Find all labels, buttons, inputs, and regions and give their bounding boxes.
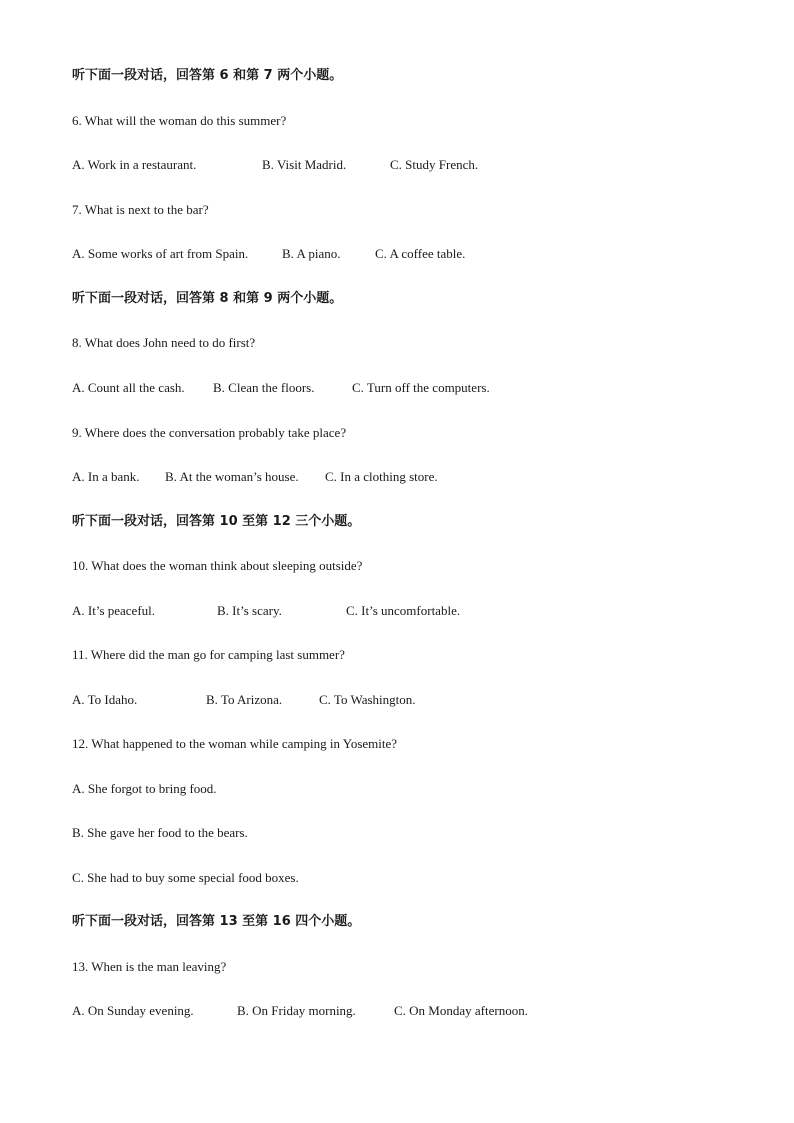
option-a: A. Work in a restaurant. [72, 157, 197, 172]
option-c: C. She had to buy some special food boxes. [72, 870, 299, 885]
option-a: A. On Sunday evening. [72, 1003, 194, 1018]
option-b: B. It’s scary. [217, 603, 282, 618]
section-heading: 听下面一段对话，回答第 8 和第 9 两个小题。 [72, 291, 343, 306]
option-c: C. Study French. [390, 157, 479, 172]
option-a: A. She forgot to bring food. [72, 781, 217, 796]
option-c: C. In a clothing store. [325, 469, 438, 484]
option-a: A. To Idaho. [72, 692, 138, 707]
option-a: A. Some works of art from Spain. [72, 246, 249, 261]
question-text: 9. Where does the conversation probably take place? [72, 425, 347, 440]
option-b: B. To Arizona. [206, 692, 283, 707]
option-c: C. To Washington. [319, 692, 416, 707]
question-text: 8. What does John need to do first? [72, 335, 256, 350]
question-text: 12. What happened to the woman while camping in Yosemite? [72, 736, 398, 751]
question-text: 7. What is next to the bar? [72, 202, 209, 217]
option-b: B. At the woman’s house. [165, 469, 299, 484]
option-b: B. She gave her food to the bears. [72, 825, 248, 840]
option-c: C. It’s uncomfortable. [346, 603, 461, 618]
section-heading: 听下面一段对话，回答第 13 至第 16 四个小题。 [72, 914, 361, 929]
question-text: 10. What does the woman think about sleeping outside? [72, 558, 363, 573]
question-text: 13. When is the man leaving? [72, 959, 227, 974]
option-c: C. On Monday afternoon. [394, 1003, 528, 1018]
question-text: 6. What will the woman do this summer? [72, 113, 287, 128]
option-b: B. On Friday morning. [237, 1003, 356, 1018]
option-c: C. Turn off the computers. [352, 380, 490, 395]
option-a: A. Count all the cash. [72, 380, 185, 395]
option-b: B. A piano. [282, 246, 341, 261]
option-a: A. It’s peaceful. [72, 603, 156, 618]
option-a: A. In a bank. [72, 469, 140, 484]
option-b: B. Visit Madrid. [262, 157, 347, 172]
option-c: C. A coffee table. [375, 246, 466, 261]
question-text: 11. Where did the man go for camping last summer? [72, 647, 345, 662]
section-heading: 听下面一段对话，回答第 10 至第 12 三个小题。 [72, 514, 361, 529]
section-heading: 听下面一段对话，回答第 6 和第 7 两个小题。 [72, 68, 343, 83]
option-b: B. Clean the floors. [213, 380, 315, 395]
